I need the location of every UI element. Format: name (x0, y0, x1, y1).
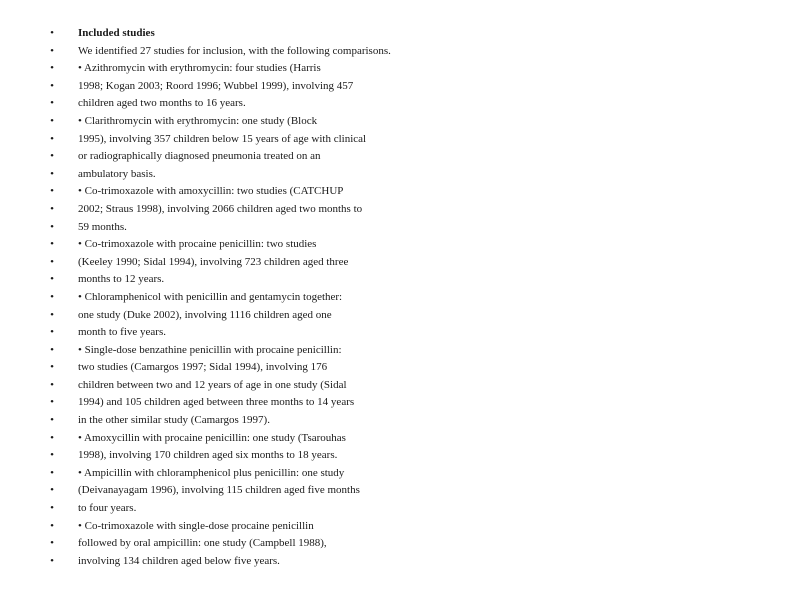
text-line (0, 95, 800, 113)
line-text: • Clarithromycin with erythromycin: one study (Block (78, 114, 318, 127)
bullet-marker: • (50, 343, 54, 356)
line-text: two studies (Camargos 1997; Sidal 1994), involving 176 (78, 361, 328, 374)
line-text: • Co-trimoxazole with single-dose procaine penicillin (78, 519, 314, 532)
line-text: 1994) and 105 children aged between three months to 14 years (78, 396, 355, 409)
bullet-marker: • (50, 150, 54, 163)
text-line (0, 482, 800, 500)
line-text: (Keeley 1990; Sidal 1994), involving 723 children aged three (78, 255, 349, 268)
line-text: in the other similar study (Camargos 1997). (78, 414, 270, 427)
text-line (0, 236, 800, 254)
bullet-marker: • (50, 132, 54, 145)
text-line (0, 553, 800, 571)
line-text: ambulatory basis. (78, 167, 156, 180)
line-text: • Chloramphenicol with penicillin and gentamycin together: (78, 290, 343, 303)
text-line (0, 518, 800, 536)
bullet-marker: • (50, 97, 54, 110)
line-text: 1998), involving 170 children aged six months to 18 years. (78, 449, 338, 462)
text-line (0, 394, 800, 412)
text-line (0, 412, 800, 430)
text-line (0, 342, 800, 360)
text-line (0, 219, 800, 237)
text-line (0, 465, 800, 483)
bullet-marker: • (50, 326, 54, 339)
text-line (0, 113, 800, 131)
text-line (0, 430, 800, 448)
line-text: We identified 27 studies for inclusion, with the following comparisons. (78, 44, 391, 57)
line-text: children between two and 12 years of age in one study (Sidal (78, 378, 347, 391)
text-line (0, 500, 800, 518)
text-line (0, 183, 800, 201)
line-text: • Ampicillin with chloramphenicol plus penicillin: one study (78, 466, 345, 479)
text-line (0, 535, 800, 553)
line-text: 59 months. (78, 220, 127, 233)
line-text: 2002; Straus 1998), involving 2066 children aged two months to (78, 202, 363, 215)
line-text: month to five years. (78, 326, 166, 339)
text-line (0, 307, 800, 325)
line-text: involving 134 children aged below five years. (78, 554, 280, 567)
text-line (0, 447, 800, 465)
bullet-marker: • (50, 202, 54, 215)
bullet-marker: • (50, 519, 54, 532)
line-text: one study (Duke 2002), involving 1116 children aged one (78, 308, 332, 321)
text-line (0, 377, 800, 395)
bullet-marker: • (50, 290, 54, 303)
bullet-marker: • (50, 449, 54, 462)
bullet-marker: • (50, 554, 54, 567)
line-text: • Azithromycin with erythromycin: four studies (Harris (78, 62, 321, 75)
section-heading-line (0, 25, 800, 43)
bullet-marker: • (50, 255, 54, 268)
line-text: • Amoxycillin with procaine penicillin: one study (Tsarouhas (78, 431, 346, 444)
line-text: months to 12 years. (78, 273, 165, 286)
bullet-marker: • (50, 484, 54, 497)
bullet-marker: • (50, 238, 54, 251)
text-line (0, 359, 800, 377)
text-line (0, 60, 800, 78)
text-line (0, 271, 800, 289)
bullet-marker: • (50, 378, 54, 391)
bullet-marker: • (50, 361, 54, 374)
line-text: (Deivanayagam 1996), involving 115 children aged five months (78, 484, 360, 497)
bullet-marker: • (50, 431, 54, 444)
line-text: children aged two months to 16 years. (78, 97, 246, 110)
bullet-marker: • (50, 167, 54, 180)
text-line (0, 78, 800, 96)
bullet-marker: • (50, 44, 54, 57)
bullet-marker: • (50, 114, 54, 127)
text-line (0, 324, 800, 342)
line-text: or radiographically diagnosed pneumonia treated on an (78, 150, 321, 163)
text-line (0, 131, 800, 149)
bullet-marker: • (50, 537, 54, 550)
text-line (0, 254, 800, 272)
text-line (0, 43, 800, 61)
text-line (0, 166, 800, 184)
text-line (0, 289, 800, 307)
section-heading: Included studies (78, 27, 155, 39)
line-text: 1995), involving 357 children below 15 years of age with clinical (78, 132, 367, 145)
document-body (0, 25, 800, 570)
bullet-marker: • (50, 396, 54, 409)
text-line (0, 148, 800, 166)
line-text: • Co-trimoxazole with procaine penicillin: two studies (78, 238, 317, 251)
bullet-marker: • (50, 414, 54, 427)
bullet-marker: • (50, 273, 54, 286)
bullet-marker: • (50, 466, 54, 479)
bullet-marker: • (50, 62, 54, 75)
line-text: to four years. (78, 502, 137, 515)
line-text: followed by oral ampicillin: one study (Campbell 1988), (78, 537, 327, 550)
bullet-marker: • (50, 220, 54, 233)
bullet-marker: • (50, 308, 54, 321)
line-text: • Single-dose benzathine penicillin with procaine penicillin: (78, 343, 342, 356)
bullet-marker: • (50, 27, 54, 39)
bullet-marker: • (50, 502, 54, 515)
bullet-marker: • (50, 185, 54, 198)
line-text: • Co-trimoxazole with amoxycillin: two studies (CATCHUP (78, 185, 344, 198)
line-text: 1998; Kogan 2003; Roord 1996; Wubbel 1999), involving 457 (78, 79, 354, 92)
text-line (0, 201, 800, 219)
bullet-marker: • (50, 79, 54, 92)
